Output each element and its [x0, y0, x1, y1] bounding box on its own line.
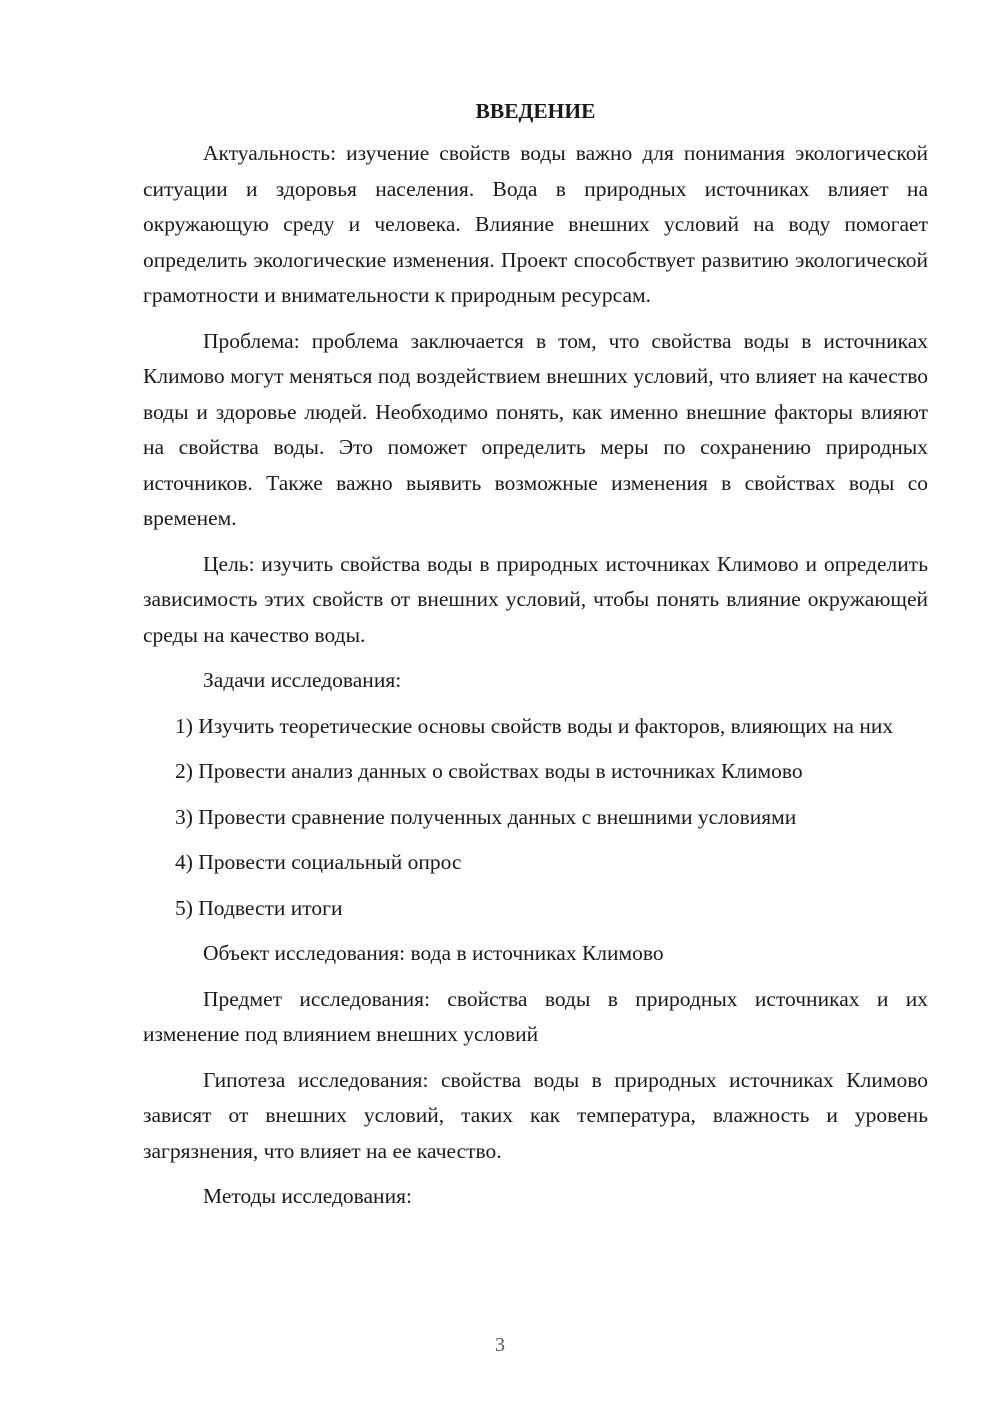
task-item-5: 5) Подвести итоги [175, 895, 343, 920]
task-item-2: 2) Провести анализ данных о свойствах воды в источниках Климово [175, 759, 803, 783]
problem-paragraph: Проблема: проблема заключается в том, что свойства воды в источниках Климово могут меняться под воздействием внешних условий, что влияет на качество воды и здоровье людей. Необходимо понять, как именно внешние факторы влияют на свойства воды. Это поможет определить меры по сохранению природных источников. Также важно выявить возможные изменения в свойствах воды со временем. [143, 328, 928, 530]
goal-paragraph: Цель: изучить свойства воды в природных источниках Климово и определить зависимость этих свойств от внешних условий, чтобы понять влияние окружающей среды на качество воды. [143, 551, 928, 647]
object-paragraph: Объект исследования: вода в источниках Климово [203, 941, 664, 965]
tasks-heading: Задачи исследования: [203, 668, 402, 692]
document-page [143, 96, 928, 1225]
section-title: ВВЕДЕНИЕ [475, 99, 596, 123]
methods-heading: Методы исследования: [203, 1184, 412, 1208]
page-number: 3 [495, 1334, 505, 1356]
subject-paragraph: Предмет исследования: свойства воды в природных источниках и их изменение под влиянием внешних условий [143, 986, 928, 1046]
hypothesis-paragraph: Гипотеза исследования: свойства воды в природных источниках Климово зависят от внешних условий, таких как температура, влажность и уровень загрязнения, что влияет на ее качество. [143, 1067, 928, 1163]
task-item-3: 3) Провести сравнение полученных данных с внешними условиями [175, 804, 797, 829]
task-item-4: 4) Провести социальный опрос [175, 850, 462, 874]
relevance-paragraph: Актуальность: изучение свойств воды важно для понимания экологической ситуации и здоровья населения. Вода в природных источниках влияет на окружающую среду и человека. Влияние внешних условий на воду помогает определить экологические изменения. Проект способствует развитию экологической грамотности и внимательности к природным ресурсам. [143, 141, 928, 307]
task-item-1: 1) Изучить теоретические основы свойств воды и факторов, влияющих на них [175, 713, 894, 738]
